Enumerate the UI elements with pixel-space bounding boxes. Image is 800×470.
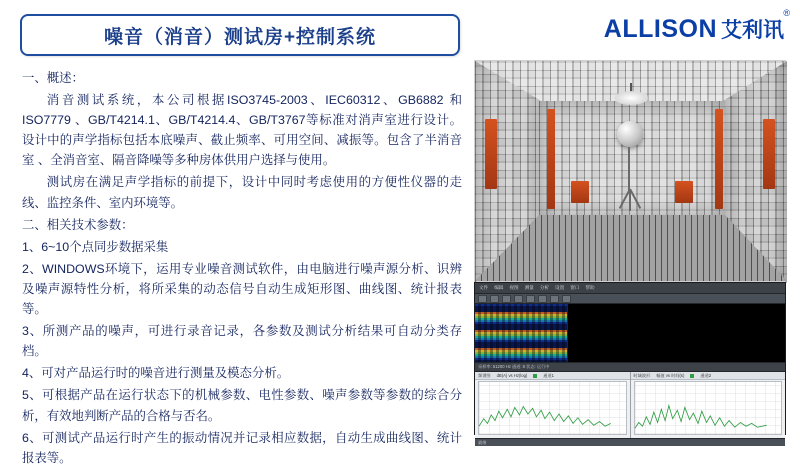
software-chart-row: [475, 372, 785, 438]
spectrogram-view[interactable]: [475, 304, 567, 362]
waveform-trace-icon: [635, 398, 767, 430]
toolbar-stop-icon[interactable]: [526, 295, 535, 303]
software-upper-panels: [475, 304, 785, 362]
overview-paragraph-1: 消音测试系统，本公司根据ISO3745-2003、IEC60312、GB6882 和ISO7779 、GB/T4214.1、GB/T4214.4、GB/T3767等标准对消声室进行设计。设计中的声学指标包括本底噪声、截止频率、可用空间、减振等。包含了半消音室 、全消音室、隔音降噪等多种房体供用户选择与使用。: [22, 93, 462, 168]
spectrum-chart-subtitle: dB(A) vs Hz(log): [496, 373, 528, 378]
tripod-column: [628, 147, 630, 193]
section-heading-parameters: 二、相关技术参数：: [22, 217, 134, 232]
slide-title-box: [20, 14, 460, 56]
spectrum-chart-pane[interactable]: [475, 372, 631, 438]
toolbar-play-icon[interactable]: [514, 295, 523, 303]
spectrum-legend-label: 通道1: [543, 372, 555, 378]
parameter-item-3: 3、所测产品的噪声，可进行录音记录，各参数及测试分析结果可自动分类存档。: [22, 324, 462, 359]
menu-item-edit[interactable]: 编辑: [494, 285, 504, 290]
parameter-item-5: 5、可根据产品在运行状态下的机械参数、电性参数、噪声参数等参数的综合分析，有效地判断产品的合格与否名。: [22, 388, 462, 423]
menu-item-window[interactable]: 窗口: [570, 285, 580, 290]
microphone-sphere: [617, 121, 643, 147]
logo-chinese-text: 艾利讯: [721, 19, 784, 42]
toolbar-save-icon[interactable]: [490, 295, 499, 303]
ceiling-lamp-icon: [614, 91, 648, 105]
waveform-chart-title: 时域波形: [633, 372, 651, 378]
chamber-accent-panel-4: [675, 181, 693, 203]
menu-item-view[interactable]: 视图: [509, 285, 519, 290]
toolbar-zoom-icon[interactable]: [538, 295, 547, 303]
noise-analysis-software-window[interactable]: [474, 282, 786, 445]
chamber-room: [475, 61, 785, 281]
parameter-item-6: 6、可测试产品运行时产生的振动情况并记录相应数据，自动生成曲线图、统计报表等。: [22, 430, 462, 465]
overview-paragraph-2: 测试房在满足声学指标的前提下，设计中同时考虑使用的方便性仪器的走线、监控条件、室内环境等。: [22, 175, 462, 210]
parameter-item-1: 1、6~10个点同步数据采集: [22, 239, 169, 254]
spectrum-chart-plot[interactable]: [478, 381, 627, 435]
chamber-accent-panel-1: [547, 109, 555, 209]
software-toolbar[interactable]: [475, 294, 785, 304]
waveform-chart-plot[interactable]: [634, 381, 783, 435]
waterfall-blank-view[interactable]: [567, 304, 785, 362]
spectrum-trace-icon: [479, 398, 611, 430]
spectrum-legend-swatch: [533, 374, 537, 378]
spectrum-chart-title: 频谱图: [478, 372, 491, 378]
spectrum-chart-header: [475, 372, 630, 380]
toolbar-cursor-icon[interactable]: [550, 295, 559, 303]
body-copy: [22, 68, 462, 470]
software-status-bar: [475, 438, 785, 446]
brand-logo: [604, 14, 784, 44]
parameter-item-2: 2、WINDOWS环境下，运用专业噪音测试软件，由电脑进行噪声源分析、识辨及噪声源特性分析，将所采集的动态信号自动生成矩形图、曲线图、统计报表等。: [22, 261, 462, 317]
acquisition-info-text: 采样率: 51200 Hz 通道: 8 状态: 运行中: [478, 364, 550, 369]
toolbar-export-icon[interactable]: [562, 295, 571, 303]
registered-trademark-icon: ®: [783, 8, 790, 18]
section-heading-overview: 一、概述：: [22, 71, 84, 85]
chamber-accent-panel-2: [715, 109, 723, 209]
waveform-chart-pane[interactable]: [631, 372, 786, 438]
parameter-item-4: 4、可对产品运行时的噪音进行测量及模态分析。: [22, 366, 290, 381]
waveform-chart-header: [631, 372, 786, 380]
software-menubar[interactable]: [475, 283, 785, 294]
menu-item-file[interactable]: 文件: [479, 285, 489, 290]
waveform-chart-subtitle: 幅值 vs 时间(s): [656, 372, 685, 378]
toolbar-record-icon[interactable]: [502, 295, 511, 303]
anechoic-chamber-photo: [474, 60, 786, 282]
chamber-accent-panel-5: [485, 119, 497, 189]
waveform-legend-label: 通道2: [700, 372, 712, 378]
tripod-leg-center: [629, 189, 631, 211]
logo-english-text: ALLISON: [603, 15, 717, 43]
menu-item-help[interactable]: 帮助: [585, 285, 595, 290]
chamber-wall-back: [539, 101, 725, 219]
chamber-accent-panel-3: [571, 181, 589, 203]
waveform-legend-swatch: [690, 374, 694, 378]
chamber-accent-panel-6: [763, 119, 775, 189]
software-info-bar: [475, 362, 785, 372]
page-title: 噪音（消音）测试房+控制系统: [103, 26, 377, 48]
status-text: 就绪: [478, 439, 487, 445]
menu-item-analysis[interactable]: 分析: [539, 285, 550, 290]
menu-item-measure[interactable]: 测量: [524, 285, 534, 290]
menu-item-settings[interactable]: 设置: [555, 285, 565, 290]
toolbar-open-icon[interactable]: [478, 295, 487, 303]
